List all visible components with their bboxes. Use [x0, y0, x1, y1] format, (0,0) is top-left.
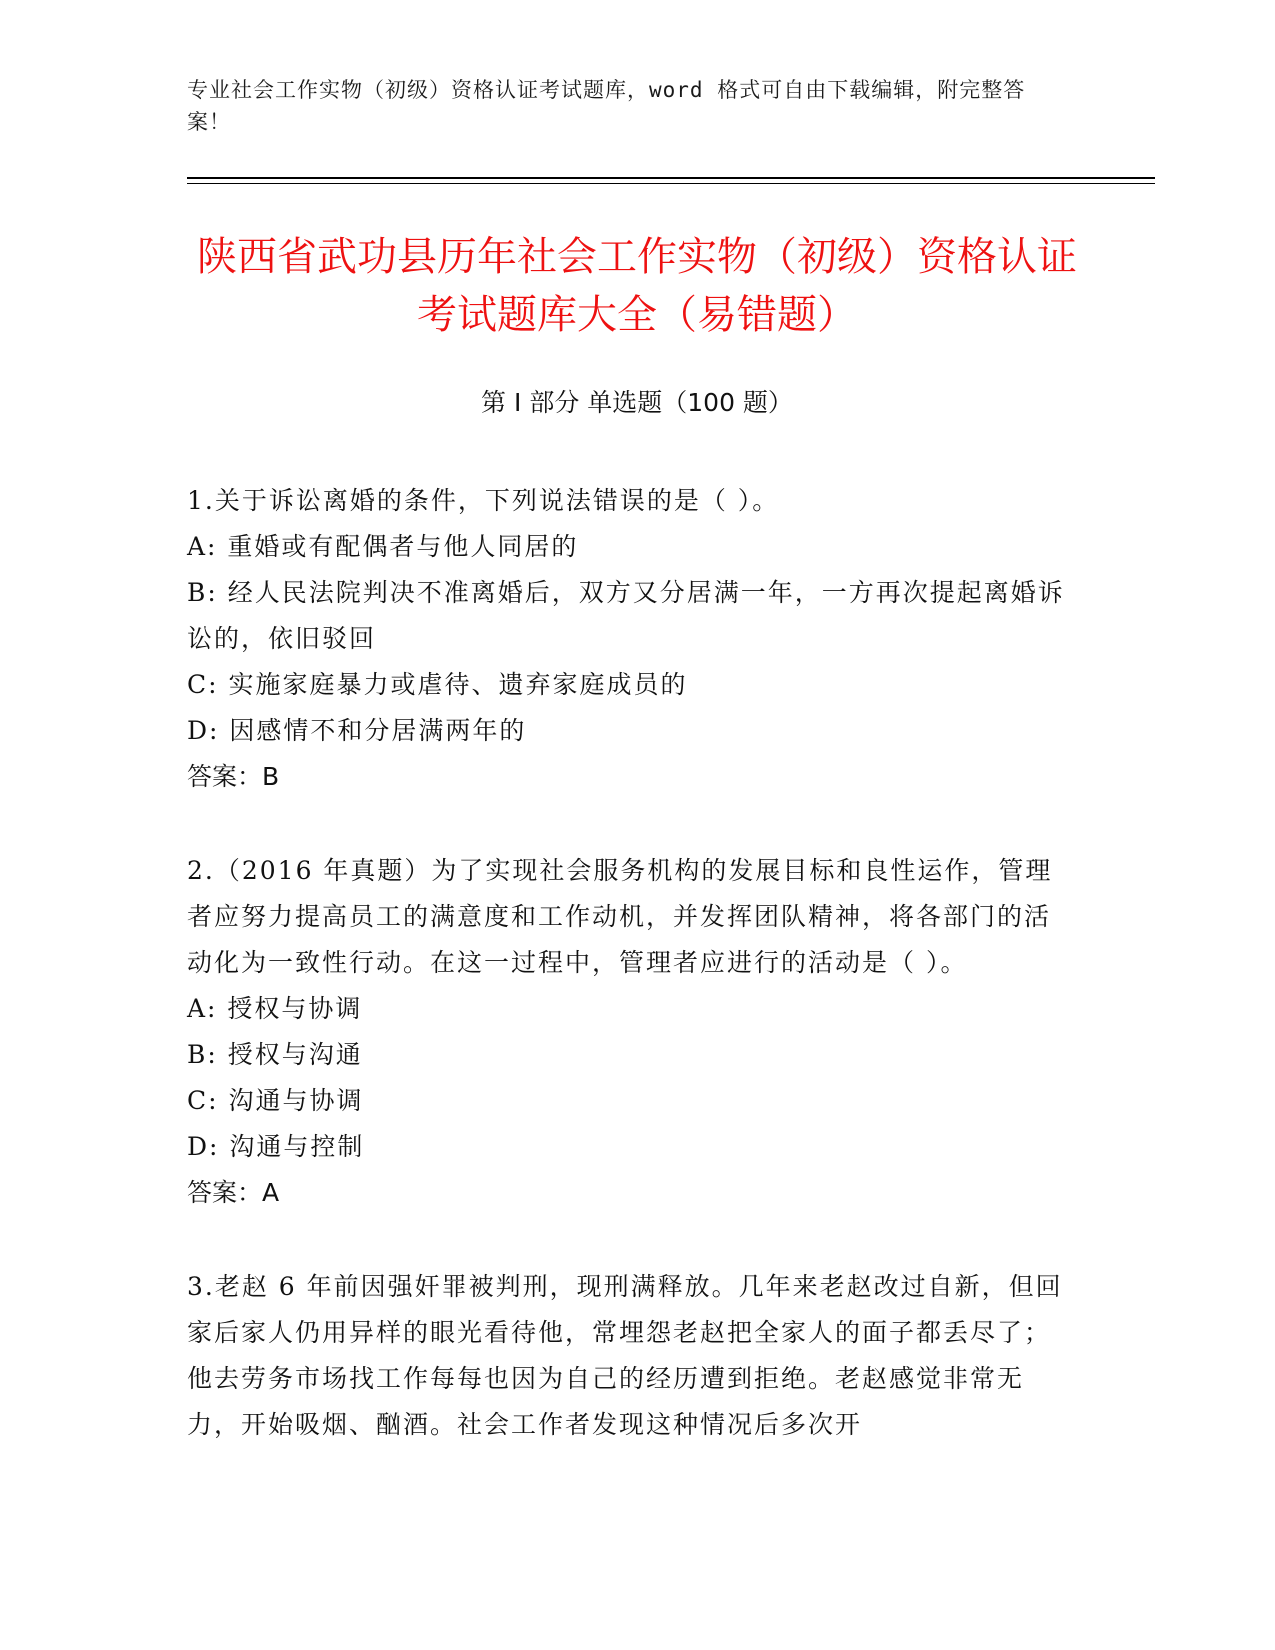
answer-line: 答案：A: [187, 1178, 280, 1207]
option-b: B: 经人民法院判决不准离婚后，双方又分居满一年，一方再次提起离婚诉讼的，依旧驳回: [187, 578, 1065, 653]
question-list: [187, 478, 1067, 1496]
option-c: C: 实施家庭暴力或虐待、遗弃家庭成员的: [187, 670, 688, 699]
option-d: D: 沟通与控制: [187, 1132, 365, 1161]
option-a: A: 重婚或有配偶者与他人同居的: [187, 532, 579, 561]
option-d: D: 因感情不和分居满两年的: [187, 716, 527, 745]
header-rule-thick: [187, 177, 1155, 179]
question-1: [187, 478, 1067, 800]
header-note: 专业社会工作实物（初级）资格认证考试题库，word 格式可自由下载编辑，附完整答案！: [187, 78, 1026, 134]
question-stem: 3.老赵 6 年前因强奸罪被判刑，现刑满释放。几年来老赵改过自新，但回家后家人仍用异样的眼光看待他，常埋怨老赵把全家人的面子都丢尽了；他去劳务市场找工作每每也因为自己的经历遭到拒绝。老赵感觉非常无力，开始吸烟、酗酒。社会工作者发现这种情况后多次开: [187, 1272, 1063, 1439]
question-2: [187, 848, 1067, 1216]
question-stem: 2.（2016 年真题）为了实现社会服务机构的发展目标和良性运作，管理者应努力提高员工的满意度和工作动机，并发挥团队精神，将各部门的活动化为一致性行动。在这一过程中，管理者应进行的活动是（ ）。: [187, 856, 1053, 977]
section-heading: 第 I 部分 单选题（100 题）: [481, 388, 793, 417]
option-c: C: 沟通与协调: [187, 1086, 364, 1115]
question-stem: 1.关于诉讼离婚的条件，下列说法错误的是（ ）。: [187, 486, 780, 515]
header-rule-thin: [187, 183, 1155, 184]
option-a: A: 授权与协调: [187, 994, 363, 1023]
question-3: [187, 1264, 1067, 1448]
document-title: 陕西省武功县历年社会工作实物（初级）资格认证考试题库大全（易错题）: [197, 234, 1077, 338]
option-b: B: 授权与沟通: [187, 1040, 363, 1069]
answer-line: 答案：B: [187, 762, 280, 791]
